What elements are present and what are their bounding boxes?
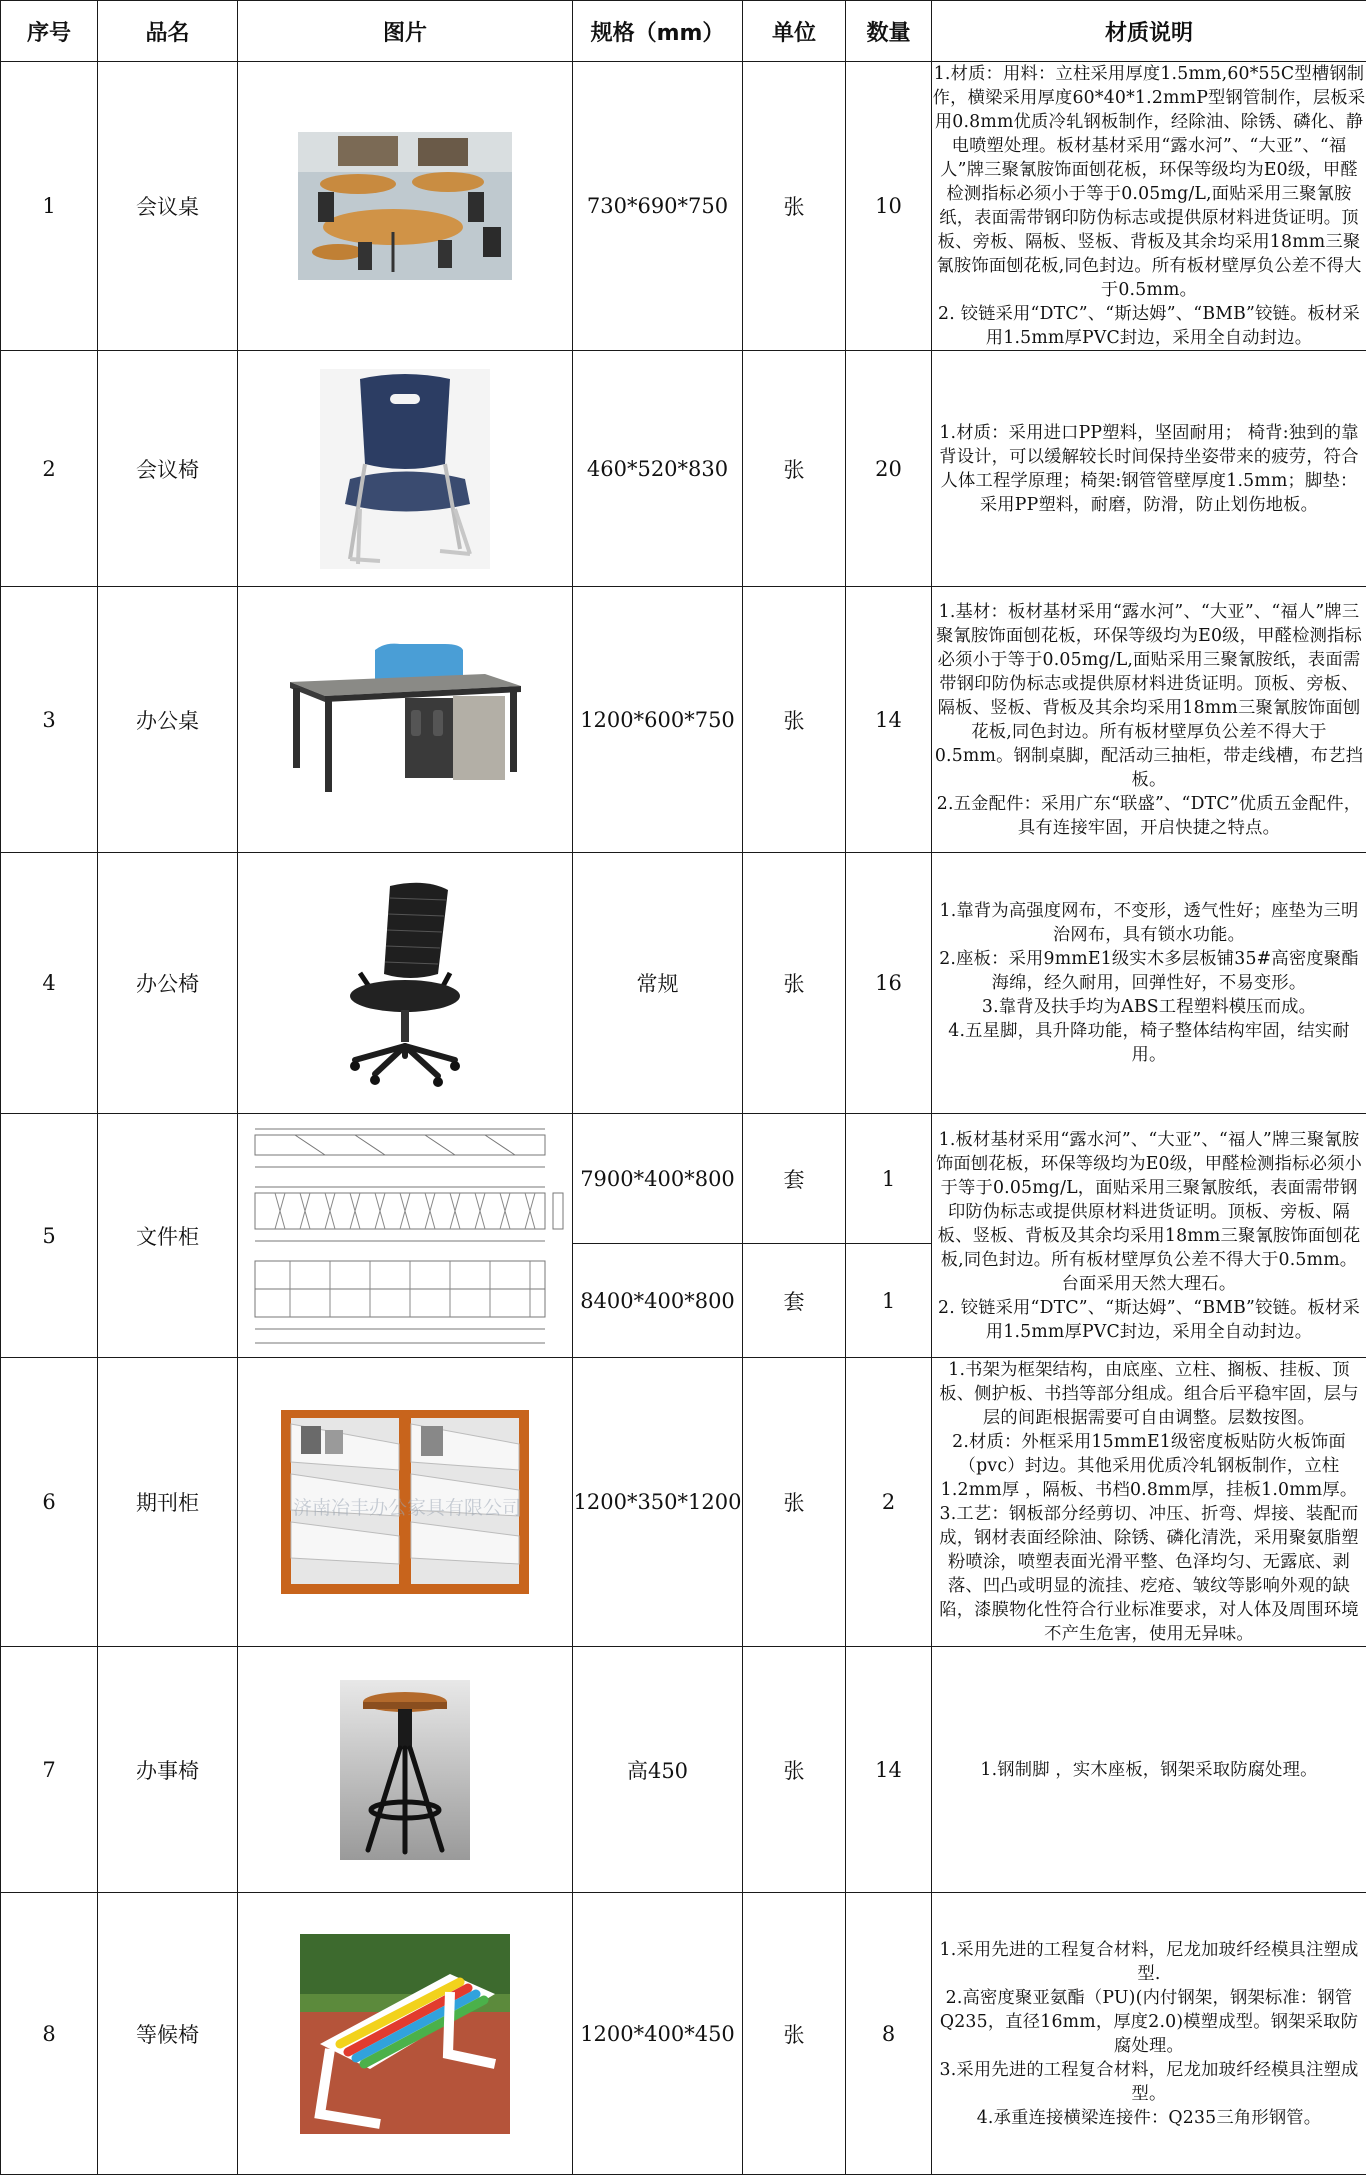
meeting-chair-photo: [320, 369, 490, 569]
row-qty: 14: [846, 1647, 932, 1893]
table-row: [1, 351, 1366, 587]
file-cabinet-drawing: [245, 1121, 565, 1351]
row-spec: 1200*600*750: [573, 587, 743, 853]
row-image: [238, 853, 573, 1114]
row-unit: 套: [743, 1244, 846, 1358]
row-index: 8: [1, 1893, 98, 2175]
material-line: 3.靠背及扶手均为ABS工程塑料模压而成。: [932, 995, 1366, 1019]
table-row: [1, 587, 1366, 853]
row-qty: 16: [846, 853, 932, 1114]
meeting-table-photo: [298, 132, 512, 280]
material-line: 2.材质：外框采用15mmE1级密度板贴防火板饰面（pvc）封边。其他采用优质冷轧钢板制作，立柱1.2mm厚 ，隔板、书档0.8mm厚，挂板1.0mm厚。: [932, 1430, 1366, 1502]
row-material: [932, 1114, 1366, 1358]
row-name: 会议桌: [98, 62, 238, 351]
table-row: [1, 1893, 1366, 2175]
office-chair-photo: [330, 878, 480, 1088]
material-line: 1.材质：用料：立柱采用厚度1.5mm,60*55C型槽钢制作，横梁采用厚度60*40*1.2mmP型钢管制作，层板采用0.8mm优质冷轧钢板制作，经除油、除锈、磷化、静电喷塑处理。板材基材采用“露水河”、“大亚”、“福人”牌三聚氰胺饰面刨花板，环保等级均为E0级，甲醛检测指标必须小于等于0.05mg/L,面贴采用三聚氰胺纸，表面需带钢印防伪标志或提供原材料进货证明。顶板、旁板、隔板、竖板、背板及其余均采用18mm三聚氰胺饰面刨花板,同色封边。所有板材壁厚负公差不得大于0.5mm。: [932, 62, 1366, 302]
material-line: 2.座板：采用9mmE1级实木多层板铺35#高密度聚酯海绵，经久耐用，回弹性好，不易变形。: [932, 947, 1366, 995]
row-name: 办事椅: [98, 1647, 238, 1893]
row-unit: 张: [743, 1647, 846, 1893]
header-spec: 规格（mm）: [573, 1, 743, 62]
row-image: [238, 351, 573, 587]
row-index: 3: [1, 587, 98, 853]
header-qty: 数量: [846, 1, 932, 62]
header-index: 序号: [1, 1, 98, 62]
material-line: 1.板材基材采用“露水河”、“大亚”、“福人”牌三聚氰胺饰面刨花板，环保等级均为E0级，甲醛检测指标必须小于等于0.05mg/L，面贴采用三聚氰胺纸，表面需带钢印防伪标志或提供原材料进货证明。顶板、旁板、隔板、竖板、背板及其余均采用18mm三聚氰胺饰面刨花板,同色封边。所有板材壁厚负公差不得大于0.5mm。台面采用天然大理石。: [932, 1128, 1366, 1296]
row-spec: 8400*400*800: [573, 1244, 743, 1358]
row-image: [238, 1358, 573, 1647]
material-line: 1.采用先进的工程复合材料，尼龙加玻纤经模具注塑成型.: [932, 1938, 1366, 1986]
material-line: 2. 铰链采用“DTC”、“斯达姆”、“BMB”铰链。板材采用1.5mm厚PVC封边，采用全自动封边。: [932, 1296, 1366, 1344]
watermark-text: 济南冶丰办公家具有限公司: [293, 1497, 521, 1519]
material-line: 1.靠背为高强度网布，不变形，透气性好；座垫为三明治网布，具有锁水功能。: [932, 899, 1366, 947]
row-spec: 高450: [573, 1647, 743, 1893]
material-line: 3.采用先进的工程复合材料，尼龙加玻纤经模具注塑成型。: [932, 2058, 1366, 2106]
row-qty: 8: [846, 1893, 932, 2175]
table-row: [1, 62, 1366, 351]
row-material: [932, 1358, 1366, 1647]
row-spec: 常规: [573, 853, 743, 1114]
row-index: 1: [1, 62, 98, 351]
row-unit: 张: [743, 587, 846, 853]
material-line: 3.工艺：钢板部分经剪切、冲压、折弯、焊接、装配而成，钢材表面经除油、除锈、磷化清洗，采用聚氨脂塑粉喷涂，喷塑表面光滑平整、色泽均匀、无露底、剥落、凹凸或明显的流挂、疙疮、皱纹等影响外观的缺陷，漆膜物化性符合行业标准要求，对人体及周围环境不产生危害，使用无异味。: [932, 1502, 1366, 1646]
row-unit: 张: [743, 853, 846, 1114]
material-line: 2.高密度聚亚氨酯（PU)(内付钢架，钢架标准：钢管Q235，直径16mm，厚度2.0)模塑成型。钢架采取防腐处理。: [932, 1986, 1366, 2058]
table-row: [1, 1114, 1366, 1244]
row-qty: 1: [846, 1114, 932, 1244]
row-index: 2: [1, 351, 98, 587]
material-line: 1.书架为框架结构，由底座、立柱、搁板、挂板、顶板、侧护板、书挡等部分组成。组合后平稳牢固，层与层的间距根据需要可自由调整。层数按图。: [932, 1358, 1366, 1430]
row-name: 会议椅: [98, 351, 238, 587]
row-material: [932, 62, 1366, 351]
row-spec: 1200*350*1200: [573, 1358, 743, 1647]
row-index: 4: [1, 853, 98, 1114]
row-material: [932, 351, 1366, 587]
header-unit: 单位: [743, 1, 846, 62]
row-name: 期刊柜: [98, 1358, 238, 1647]
row-index: 6: [1, 1358, 98, 1647]
row-spec: 460*520*830: [573, 351, 743, 587]
row-unit: 张: [743, 1358, 846, 1647]
magazine-cabinet-photo: [275, 1404, 535, 1600]
row-material: [932, 1647, 1366, 1893]
row-unit: 张: [743, 351, 846, 587]
row-image: [238, 1114, 573, 1358]
header-row: [1, 1, 1366, 62]
row-image: [238, 1647, 573, 1893]
row-spec: 1200*400*450: [573, 1893, 743, 2175]
row-material: [932, 587, 1366, 853]
material-line: 1.基材：板材基材采用“露水河”、“大亚”、“福人”牌三聚氰胺饰面刨花板，环保等级均为E0级，甲醛检测指标必须小于等于0.05mg/L,面贴采用三聚氰胺纸，表面需带钢印防伪标志或提供原材料进货证明。顶板、旁板、隔板、竖板、背板及其余均采用18mm三聚氰胺饰面刨花板,同色封边。所有板材壁厚负公差不得大于0.5mm。钢制桌脚，配活动三抽柜，带走线槽，布艺挡板。: [932, 600, 1366, 792]
material-line: 2. 铰链采用“DTC”、“斯达姆”、“BMB”铰链。板材采用1.5mm厚PVC封边，采用全自动封边。: [932, 302, 1366, 350]
row-name: 等候椅: [98, 1893, 238, 2175]
row-unit: 张: [743, 62, 846, 351]
row-name: 文件柜: [98, 1114, 238, 1358]
row-qty: 14: [846, 587, 932, 853]
row-name: 办公桌: [98, 587, 238, 853]
material-line: 4.五星脚，具升降功能，椅子整体结构牢固，结实耐用。: [932, 1019, 1366, 1067]
material-line: 1.材质：采用进口PP塑料，坚固耐用； 椅背:独到的靠背设计，可以缓解较长时间保持坐姿带来的疲劳，符合人体工程学原理；椅架:钢管管壁厚度1.5mm；脚垫：采用PP塑料，耐磨，防滑，防止划伤地板。: [932, 421, 1366, 517]
row-index: 5: [1, 1114, 98, 1358]
row-image: [238, 1893, 573, 2175]
row-name: 办公椅: [98, 853, 238, 1114]
office-desk-photo: [285, 640, 525, 800]
row-qty: 2: [846, 1358, 932, 1647]
header-name: 品名: [98, 1, 238, 62]
row-unit: 套: [743, 1114, 846, 1244]
row-spec: 730*690*750: [573, 62, 743, 351]
material-line: 2.五金配件：采用广东“联盛”、“DTC”优质五金配件，具有连接牢固，开启快捷之特点。: [932, 792, 1366, 840]
bar-stool-photo: [340, 1680, 470, 1860]
row-material: [932, 1893, 1366, 2175]
header-material: 材质说明: [932, 1, 1366, 62]
row-material: [932, 853, 1366, 1114]
row-index: 7: [1, 1647, 98, 1893]
material-line: 4.承重连接横梁连接件：Q235三角形钢管。: [932, 2106, 1366, 2130]
row-image: [238, 62, 573, 351]
row-qty: 20: [846, 351, 932, 587]
table-row: [1, 1358, 1366, 1647]
row-qty: 1: [846, 1244, 932, 1358]
table-row: [1, 853, 1366, 1114]
row-spec: 7900*400*800: [573, 1114, 743, 1244]
row-qty: 10: [846, 62, 932, 351]
material-line: 1.钢制脚 ，实木座板，钢架采取防腐处理。: [932, 1758, 1366, 1782]
header-image: 图片: [238, 1, 573, 62]
row-image: [238, 587, 573, 853]
table-row: [1, 1647, 1366, 1893]
row-unit: 张: [743, 1893, 846, 2175]
waiting-bench-photo: [300, 1934, 510, 2134]
